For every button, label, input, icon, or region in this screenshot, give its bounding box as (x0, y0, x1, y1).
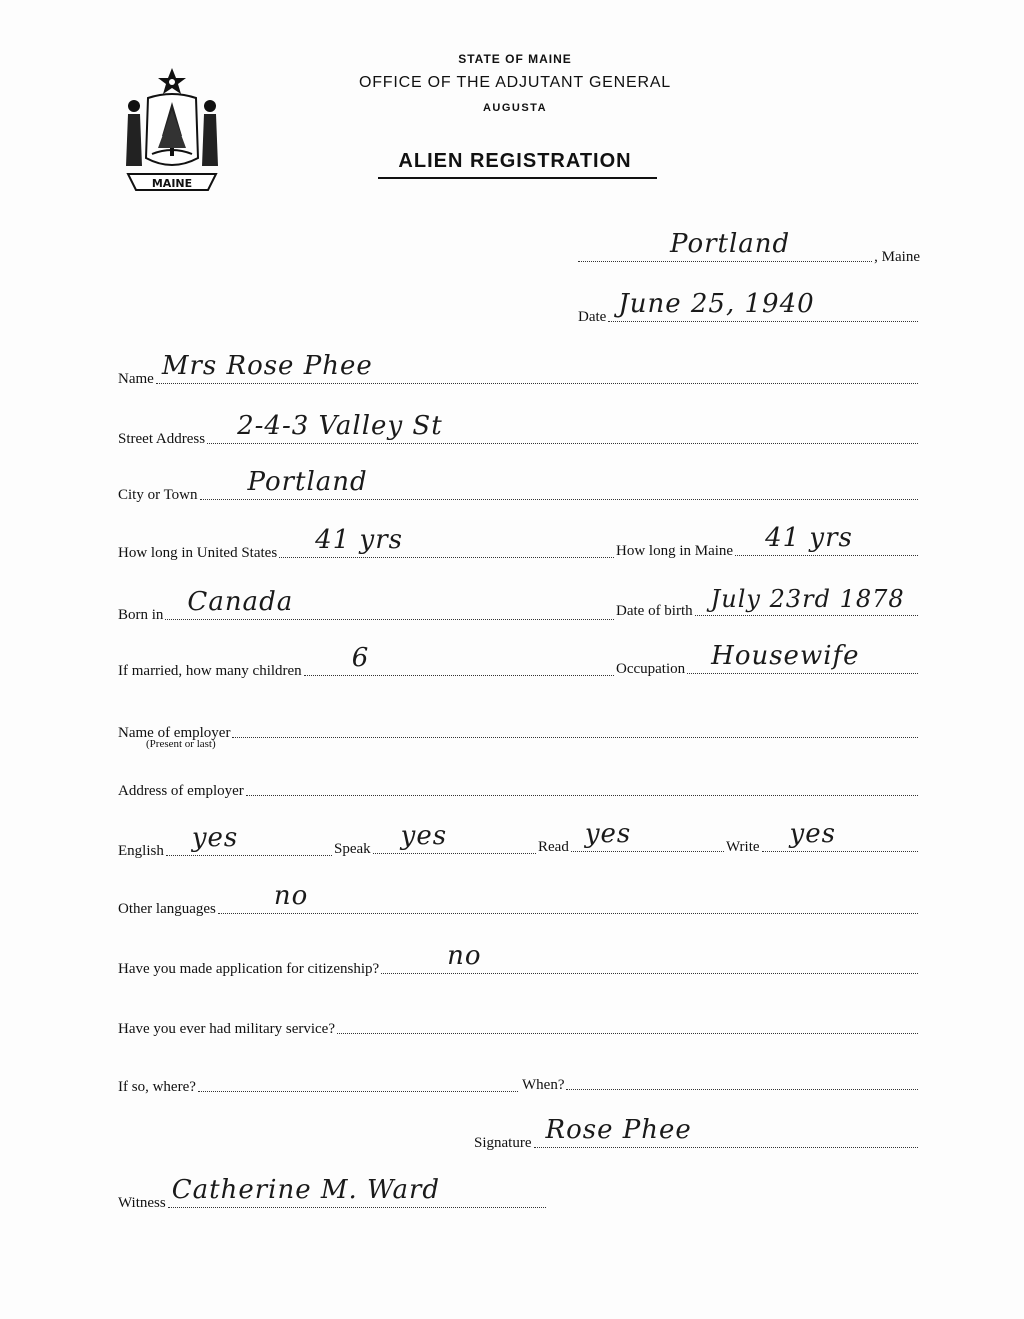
place-field[interactable] (578, 229, 872, 262)
employer-name-field[interactable] (232, 711, 918, 738)
write-row (726, 819, 918, 855)
signature-row (474, 1115, 918, 1151)
read-label: Read (538, 839, 569, 855)
read-value: yes (584, 819, 632, 849)
born-in-label: Born in (118, 607, 164, 623)
date-row (578, 289, 918, 325)
header-office: OFFICE OF THE ADJUTANT GENERAL (358, 74, 672, 91)
military-label: Have you ever had military service? (118, 1021, 335, 1037)
other-languages-value: no (273, 881, 309, 911)
english-value: yes (191, 823, 239, 853)
name-field[interactable] (156, 351, 918, 384)
other-languages-field[interactable] (218, 881, 918, 914)
city-field[interactable] (200, 467, 918, 500)
witness-label: Witness (118, 1195, 166, 1211)
city-label: City or Town (118, 487, 198, 503)
english-row (118, 823, 332, 859)
name-row (118, 351, 918, 387)
employer-name-row (118, 712, 918, 741)
citizenship-label: Have you made application for citizenship? (118, 961, 380, 977)
where-row (118, 1066, 518, 1095)
dob-row (616, 585, 918, 619)
employer-name-label: Name of employer (118, 725, 231, 741)
signature-value: Rose Phee (545, 1115, 692, 1145)
name-value: Mrs Rose Phee (161, 351, 373, 381)
where-label: If so, where? (118, 1079, 196, 1095)
other-languages-label: Other languages (118, 901, 216, 917)
header-city: AUGUSTA (482, 102, 548, 114)
witness-value: Catherine M. Ward (171, 1175, 441, 1205)
date-value: June 25, 1940 (618, 289, 815, 319)
children-label: If married, how many children (118, 663, 302, 679)
citizenship-value: no (447, 941, 482, 971)
street-row (118, 411, 918, 447)
military-field[interactable] (337, 1007, 918, 1034)
us-duration-value: 41 yrs (315, 525, 403, 555)
street-field[interactable] (207, 411, 918, 444)
children-field[interactable] (304, 643, 614, 676)
name-label: Name (118, 371, 154, 387)
write-field[interactable] (762, 819, 918, 852)
other-languages-row (118, 881, 918, 917)
born-in-field[interactable] (165, 587, 614, 620)
dob-label: Date of birth (616, 603, 693, 619)
maine-duration-value: 41 yrs (765, 523, 853, 553)
english-label: English (118, 843, 164, 859)
title-underline (378, 177, 657, 179)
occupation-field[interactable] (687, 641, 918, 674)
city-row (118, 467, 918, 503)
read-row (538, 819, 724, 855)
born-in-value: Canada (187, 587, 294, 617)
children-row (118, 643, 614, 679)
signature-label: Signature (474, 1135, 532, 1151)
place-value: Portland (670, 229, 791, 259)
when-label: When? (522, 1077, 565, 1093)
children-value: 6 (351, 643, 370, 673)
speak-field[interactable] (373, 821, 536, 854)
maine-duration-row (616, 523, 918, 559)
employer-address-row (118, 770, 918, 799)
employer-address-label: Address of employer (118, 783, 244, 799)
maine-state-seal-icon (118, 66, 226, 194)
when-row (522, 1064, 918, 1093)
place-row (578, 229, 920, 265)
street-label: Street Address (118, 431, 206, 447)
date-label: Date (578, 309, 607, 325)
citizenship-row (118, 941, 918, 977)
seal-banner-text: MAINE (151, 177, 193, 190)
maine-duration-label: How long in Maine (616, 543, 734, 559)
when-field[interactable] (566, 1063, 918, 1090)
witness-row (118, 1175, 546, 1211)
us-duration-row (118, 525, 614, 561)
speak-value: yes (400, 821, 448, 851)
occupation-label: Occupation (616, 661, 686, 677)
speak-row (334, 821, 536, 857)
english-field[interactable] (166, 823, 332, 856)
maine-duration-field[interactable] (735, 523, 918, 556)
write-value: yes (789, 819, 836, 849)
dob-value: July 23rd 1878 (710, 585, 905, 613)
street-value: 2-4-3 Valley St (237, 411, 443, 441)
citizenship-field[interactable] (381, 941, 918, 974)
header-state: STATE OF MAINE (458, 52, 572, 66)
dob-field[interactable] (695, 585, 918, 616)
write-label: Write (726, 839, 760, 855)
place-suffix: , Maine (874, 249, 920, 265)
signature-field[interactable] (534, 1115, 919, 1148)
date-field[interactable] (608, 289, 918, 322)
witness-field[interactable] (168, 1175, 546, 1208)
read-field[interactable] (571, 819, 724, 852)
employer-address-field[interactable] (246, 769, 918, 796)
military-row (118, 1008, 918, 1037)
speak-label: Speak (334, 841, 371, 857)
form-title: ALIEN REGISTRATION (398, 150, 632, 172)
us-duration-field[interactable] (279, 525, 614, 558)
us-duration-label: How long in United States (118, 545, 278, 561)
born-in-row (118, 587, 614, 623)
occupation-row (616, 641, 918, 677)
where-field[interactable] (198, 1065, 518, 1092)
occupation-value: Housewife (711, 641, 860, 671)
city-value: Portland (247, 467, 368, 497)
employer-name-sublabel: (Present or last) (146, 738, 216, 750)
